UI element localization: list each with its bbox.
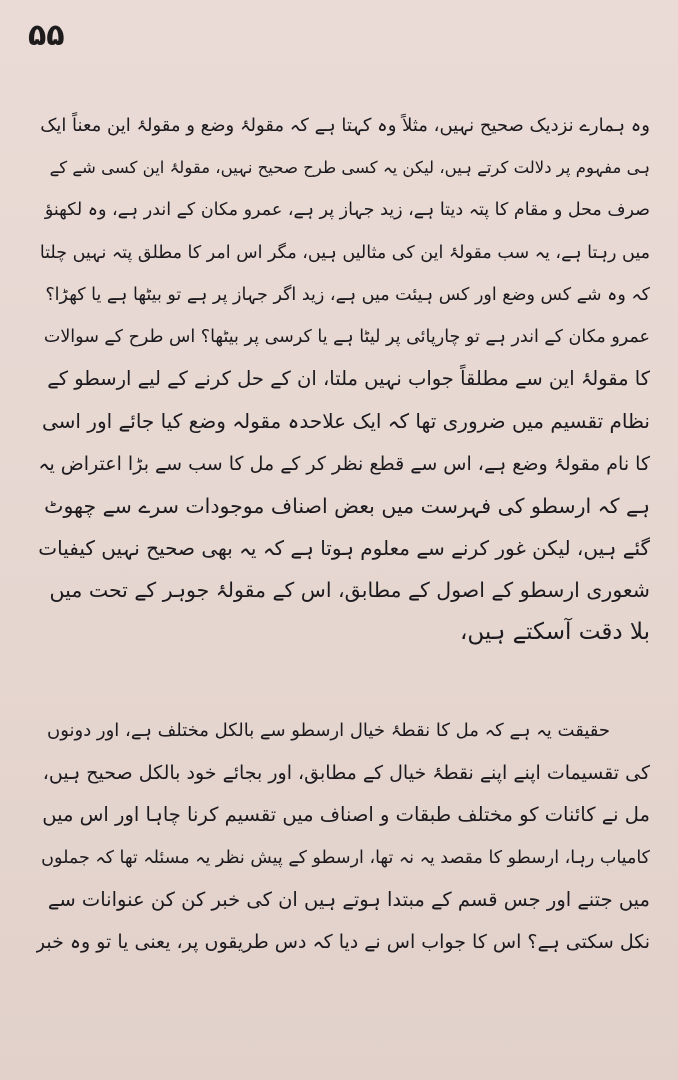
- text-line: حقیقت یہ ہے کہ مل کا نقطۂ خیال ارسطو سے بالکل مختلف ہے، اور دونوں: [46, 720, 610, 741]
- text-line: ہے کہ ارسطو کی فہرست میں بعض اصناف موجودات سرے سے چھوٹ: [44, 493, 650, 518]
- text-line: کامیاب رہا، ارسطو کا مقصد یہ نہ تھا، ارسطو کے پیش نظر یہ مسئلہ تھا کہ جملوں: [41, 847, 650, 868]
- text-line: مل نے کائنات کو مختلف طبقات و اصناف میں تقسیم کرنا چاہا اور اس میں: [42, 803, 650, 827]
- paragraph-2: [36, 710, 650, 963]
- text-line: صرف محل و مقام کا پتہ دیتا ہے، زید جہاز پر ہے، عمرو مکان کے اندر ہے، وہ لکھنؤ: [44, 200, 650, 221]
- text-line: میں رہتا ہے، یہ سب مقولۂ این کی مثالیں ہیں، مگر اس امر کا مطلق پتہ نہیں چلتا: [39, 242, 650, 263]
- text-line: میں جتنے اور جس قسم کے مبتدا ہوتے ہیں ان کی خبر کن کن عنوانات سے: [47, 887, 650, 911]
- text-line: شعوری ارسطو کے اصول کے مطابق، اس کے مقولۂ جوہر کے تحت میں: [49, 578, 650, 603]
- text-line: وہ ہمارے نزدیک صحیح نہیں، مثلاً وہ کہتا ہے کہ مقولۂ وضع و مقولۂ این معناً ایک: [40, 115, 650, 136]
- text-line: کا نام مقولۂ وضع ہے، اس سے قطع نظر کر کے مل کا سب سے بڑا اعتراض یہ: [38, 452, 650, 475]
- text-line: کا مقولۂ این سے مطلقاً جواب نہیں ملتا، ان کے حل کرنے کے لیے ارسطو کے: [47, 367, 650, 391]
- text-line: کی تقسیمات اپنے اپنے نقطۂ خیال کے مطابق، اور بجائے خود بالکل صحیح ہیں،: [42, 762, 650, 785]
- text-line: بلا دقت آسکتے ہیں،: [459, 619, 650, 646]
- text-line: ہی مفہوم پر دلالت کرتے ہیں، لیکن یہ کسی طرح صحیح نہیں، مقولۂ این کسی شے کے: [49, 158, 650, 178]
- text-line: کہ وہ شے کس وضع اور کس ہیئت میں ہے، زید اگر جہاز پر ہے تو بیٹھا ہے یا کھڑا؟: [45, 284, 650, 305]
- text-line: عمرو مکان کے اندر ہے تو چارپائی پر لیٹا ہے یا کرسی پر بیٹھا؟ اس طرح کے سوالات: [43, 326, 650, 347]
- page-number: ۵۵: [28, 18, 65, 53]
- text-line: گئے ہیں، لیکن غور کرنے سے معلوم ہوتا ہے کہ یہ بھی صحیح نہیں کیفیات: [38, 535, 650, 560]
- text-line: نظام تقسیم میں ضروری تھا کہ ایک علاحدہ مقولہ وضع کیا جائے اور اسی: [41, 409, 650, 434]
- text-line: نکل سکتی ہے؟ اس کا جواب اس نے دیا کہ دس طریقوں پر، یعنی یا تو وہ خبر: [36, 930, 650, 953]
- paragraph-1: [36, 105, 650, 653]
